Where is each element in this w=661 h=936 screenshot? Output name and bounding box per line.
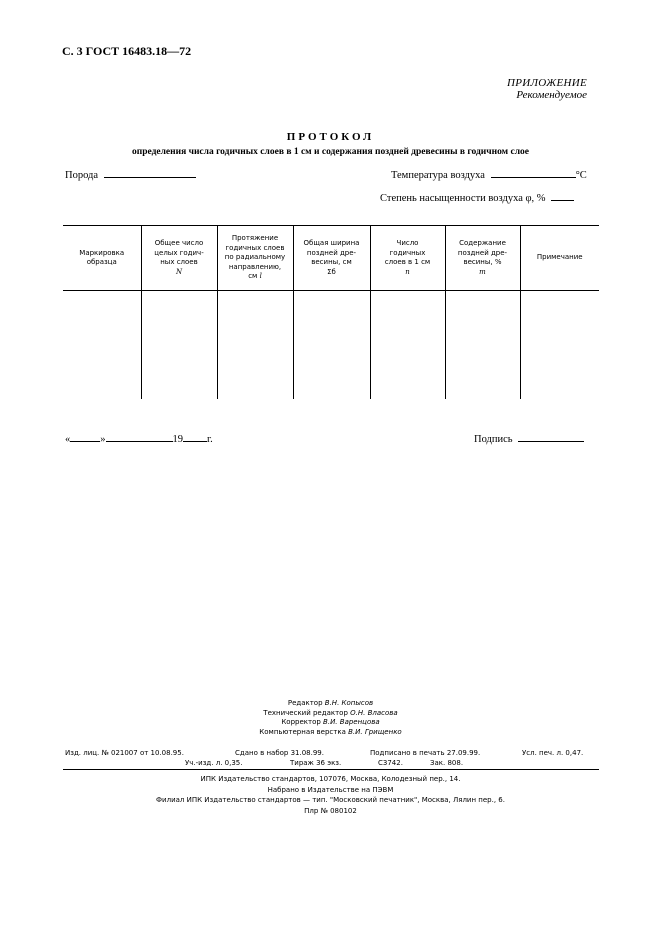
col-sample-marking: Маркировка образца bbox=[63, 226, 141, 291]
table-row bbox=[63, 291, 599, 400]
table-cell bbox=[141, 291, 217, 400]
col-ring-extent: Протяжение годичных слоев по радиальному направлению, см l bbox=[217, 226, 293, 291]
order-text: Зак. 808. bbox=[430, 759, 464, 767]
month-blank bbox=[106, 432, 173, 442]
table-cell bbox=[370, 291, 445, 400]
protocol-table bbox=[63, 225, 599, 399]
date-field: « » 19 г. bbox=[65, 434, 213, 445]
page-header: С. 3 ГОСТ 16483.18—72 bbox=[62, 44, 192, 58]
table-cell bbox=[293, 291, 370, 400]
humidity-label: Степень насыщенности воздуха φ, % bbox=[380, 193, 546, 204]
credit-line: Корректор В.И. Варенцова bbox=[281, 718, 380, 726]
credit-line: Компьютерная верстка В.И. Грищенко bbox=[259, 727, 402, 736]
col-total-rings-symbol: N bbox=[175, 267, 183, 276]
air-temp-blank bbox=[491, 168, 576, 178]
table-cell bbox=[63, 291, 141, 400]
imprint-line: Набрано в Издательстве на ПЭВМ bbox=[267, 785, 394, 794]
col-rings-per-cm-symbol: n bbox=[405, 267, 410, 276]
appendix-title: ПРИЛОЖЕНИЕ bbox=[507, 77, 587, 89]
document-subtitle: определения числа годичных слоев в 1 см и содержания поздней древесины в годичном слое bbox=[131, 147, 530, 157]
credit-line: Редактор В.Н. Копысов bbox=[287, 699, 374, 707]
license-text: Изд. лиц. № 021007 от 10.08.95. bbox=[65, 749, 184, 757]
col-note: Примечание bbox=[520, 226, 599, 291]
air-temp-label: Температура воздуха bbox=[391, 170, 485, 181]
col-total-rings: Общее число целых годич- ных слоев N bbox=[141, 226, 217, 291]
signature-blank bbox=[518, 432, 584, 442]
imprint-block bbox=[0, 774, 661, 816]
day-blank bbox=[70, 432, 100, 442]
air-temp-field bbox=[391, 168, 587, 181]
appendix-subtitle: Рекомендуемое bbox=[516, 89, 587, 101]
credit-line: Технический редактор О.Н. Власова bbox=[263, 708, 398, 717]
col-ring-extent-symbol: l bbox=[259, 272, 262, 281]
table-cell bbox=[520, 291, 599, 400]
col-latewood-width: Общая ширина поздней дре- весины, см Σб bbox=[293, 226, 370, 291]
run-text: Тираж 36 экз. bbox=[290, 759, 342, 767]
code-text: С3742. bbox=[378, 759, 403, 767]
table-cell bbox=[217, 291, 293, 400]
imprint-line: Филиал ИПК Издательство стандартов — тип. "Московский печатник", Москва, Лялин пер., 6. bbox=[156, 796, 505, 804]
humidity-blank bbox=[551, 191, 574, 201]
sent-text: Сдано в набор 31.08.99. bbox=[235, 749, 324, 757]
species-blank bbox=[104, 168, 196, 178]
document-title: ПРОТОКОЛ bbox=[286, 131, 375, 143]
imprint-line: Плр № 080102 bbox=[304, 806, 357, 815]
air-temp-unit: °С bbox=[575, 170, 587, 181]
year-blank bbox=[183, 432, 207, 442]
humidity-field bbox=[380, 191, 574, 204]
col-latewood-content-symbol: m bbox=[479, 267, 486, 276]
signature-field bbox=[474, 432, 584, 445]
signature-label: Подпись bbox=[474, 434, 513, 445]
divider bbox=[63, 769, 599, 770]
signed-text: Подписано в печать 27.09.99. bbox=[370, 749, 481, 757]
table-cell bbox=[445, 291, 520, 400]
credits-block bbox=[0, 699, 661, 737]
pub-sheets-text: Уч.-изд. л. 0,35. bbox=[185, 759, 243, 767]
imprint-line: ИПК Издательство стандартов, 107076, Москва, Колодезный пер., 14. bbox=[200, 775, 461, 783]
print-sheets-text: Усл. печ. л. 0,47. bbox=[522, 749, 584, 757]
col-rings-per-cm: Число годичных слоев в 1 см n bbox=[370, 226, 445, 291]
species-field bbox=[65, 168, 196, 181]
table-header-row bbox=[63, 226, 599, 291]
appendix-note bbox=[507, 77, 587, 101]
col-latewood-width-symbol: Σб bbox=[327, 267, 336, 276]
species-label: Порода bbox=[65, 170, 99, 181]
col-latewood-content: Содержание поздней дре- весины, % m bbox=[445, 226, 520, 291]
